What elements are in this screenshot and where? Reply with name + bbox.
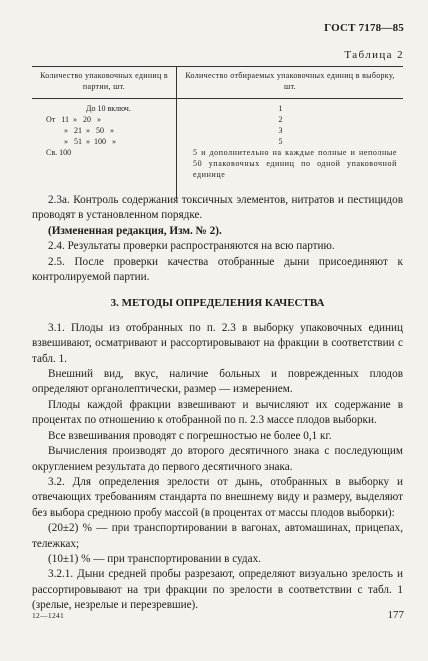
table-caption: Таблица 2 xyxy=(344,49,404,61)
page-number: 177 xyxy=(387,609,404,621)
paragraph: 3.2. Для определения зрелости от дынь, отобранных в выборку и отвечающих требованиям стандарта по внешнему виду и размеру, выделяют без выбора среднюю пробу массой (в процентах от массы плодов выборки): xyxy=(32,475,403,519)
table-cell: 1 xyxy=(278,104,283,113)
table-header-sample-size: Количество отбираемых упаковочных единиц в выборку, шт. xyxy=(177,67,404,99)
table-cell-note: 5 и дополнительно на каждые полные и неполные 50 упаковочных единиц по одной упаковочной единице xyxy=(193,148,397,179)
paragraph: 3.2.1. Дыни средней пробы разрезают, определяют визуально зрелость и рассортировывают на три фракции по зрелости в соответствии с табл. 1 (зрелые, незрелые и перезревшие). xyxy=(32,568,403,612)
table-cell: » 21 » 50 » xyxy=(64,126,114,135)
table-cell: 5 xyxy=(278,137,283,146)
paragraph: 3.1. Плоды из отобранных по п. 2.3 в выборку упаковочных единиц взвешивают, осматривают и рассортировывают на фракции в соответствии с табл. 1. xyxy=(32,321,403,365)
table-cell: 3 xyxy=(278,126,283,135)
table-cell: 2 xyxy=(278,115,283,124)
table-header-lot-size: Количество упаковочных единиц в партии, шт. xyxy=(32,67,177,99)
paragraph: Плоды каждой фракции взвешивают и вычисляют их содержание в процентах по отношению к отобранной по п. 2.3 массе плодов выборки. xyxy=(32,398,403,427)
paragraph: Внешний вид, вкус, наличие больных и поврежденных плодов определяют органолептически, размер — измерением. xyxy=(32,368,403,396)
paragraph: 2.5. После проверки качества отобранные дыни присоединяют к контролируемой партии. xyxy=(32,255,403,284)
lot-size-column xyxy=(32,99,177,200)
paragraph: (20±2) % — при транспортировании в вагонах, автомашинах, прицепах, тележках; xyxy=(32,522,403,550)
table-cell: Св. 100 xyxy=(46,148,72,157)
sample-size-column xyxy=(177,99,404,200)
paragraph: 2.3а. Контроль содержания токсичных элементов, нитратов и пестицидов проводят в установленном порядке. xyxy=(32,194,403,222)
paragraph: (10±1) % — при транспортировании в судах. xyxy=(48,552,261,565)
table-cell: До 10 включ. xyxy=(86,104,131,113)
amendment-note: (Измененная редакция, Изм. № 2). xyxy=(48,224,222,237)
sampling-table xyxy=(32,66,403,199)
table-cell: » 51 » 100 » xyxy=(64,137,116,146)
section-title: 3. МЕТОДЫ ОПРЕДЕЛЕНИЯ КАЧЕСТВА xyxy=(110,297,325,310)
paragraph: Вычисления производят до второго десятичного знака с последующим округлением результата до первого десятичного знака. xyxy=(32,445,403,473)
footer-code: 12—1241 xyxy=(32,611,65,620)
table-cell: От 11 » 20 » xyxy=(46,115,101,124)
paragraph: Все взвешивания проводят с погрешностью не более 0,1 кг. xyxy=(48,429,332,442)
document-body xyxy=(32,193,403,614)
paragraph: 2.4. Результаты проверки распространяются на всю партию. xyxy=(48,240,335,253)
document-header: ГОСТ 7178—85 xyxy=(324,22,404,34)
